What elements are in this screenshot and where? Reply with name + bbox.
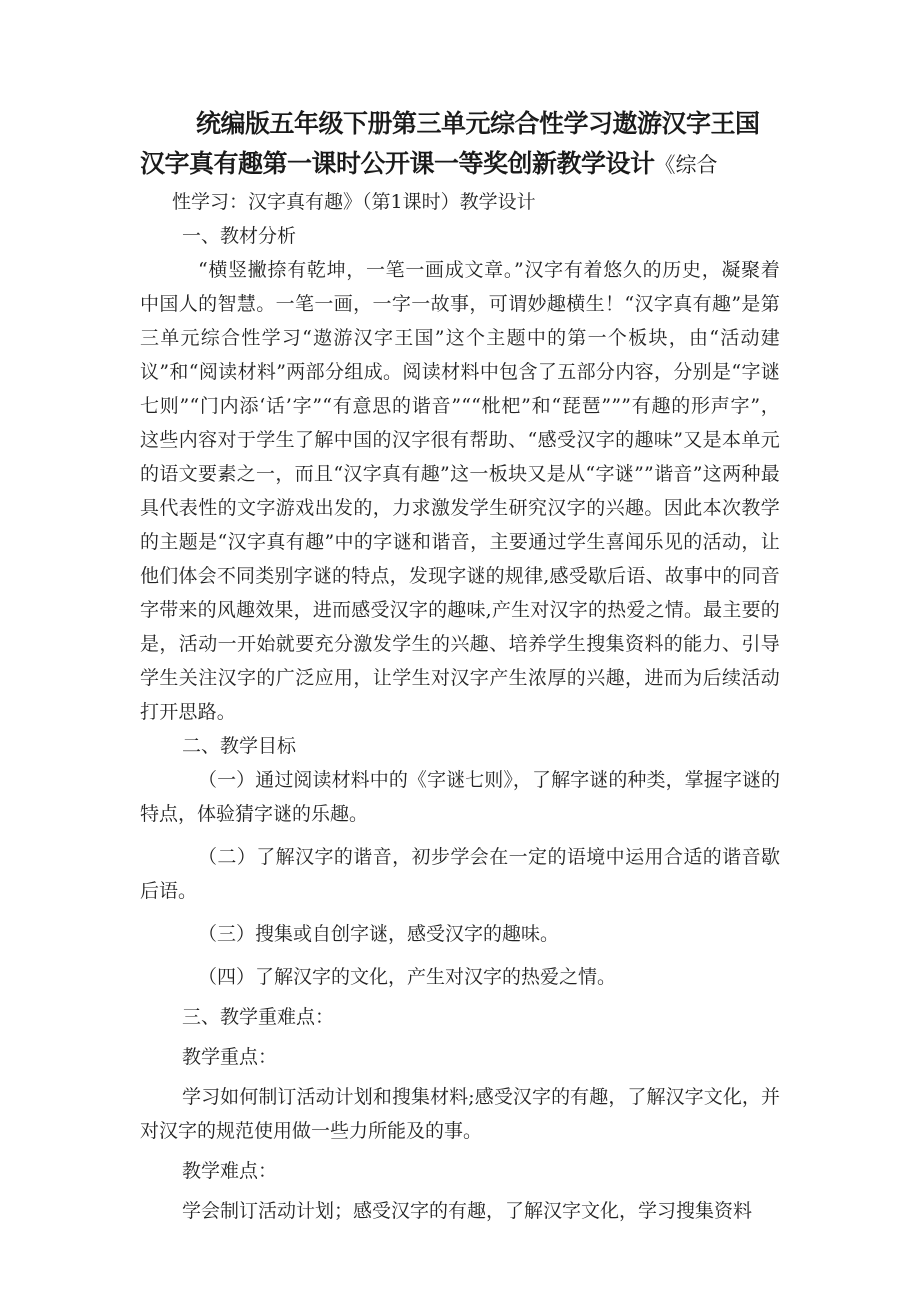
document-title bbox=[140, 104, 780, 185]
title-line-2 bbox=[140, 144, 780, 185]
difficult-points-text: 学会制订活动计划；感受汉字的有趣，了解汉字文化，学习搜集资料 bbox=[182, 1200, 753, 1222]
section-heading-textbook-analysis: 一、教材分析 bbox=[182, 225, 297, 247]
section-heading-key-difficult-points: 三、教学重难点： bbox=[182, 1006, 335, 1028]
key-points-label: 教学重点： bbox=[182, 1046, 278, 1068]
title-line-2-tail: 《综合 bbox=[654, 153, 718, 177]
teaching-goal-4: （四）了解汉字的文化，产生对汉字的热爱之情。 bbox=[198, 966, 617, 988]
difficult-points-label: 教学难点： bbox=[182, 1160, 278, 1182]
title-line-1: 统编版五年级下册第三单元综合性学习遨游汉字王国 bbox=[196, 109, 760, 138]
section-heading-teaching-goals: 二、教学目标 bbox=[182, 735, 297, 757]
teaching-goal-1: （一）通过阅读材料中的《字谜七则》，了解字谜的种类，掌握字谜的特点，体验猜字谜的乐趣。 bbox=[140, 769, 780, 825]
teaching-goal-3: （三）搜集或自创字谜，感受汉字的趣味。 bbox=[198, 923, 560, 945]
document-body bbox=[140, 185, 780, 1228]
key-points-text: 学习如何制订活动计划和搜集材料;感受汉字的有趣，了解汉字文化，并对汉字的规范使用做一些力所能及的事。 bbox=[140, 1086, 780, 1142]
title-line-2-main: 汉字真有趣第一课时公开课一等奖创新教学设计 bbox=[140, 149, 655, 178]
teaching-goal-2: （二）了解汉字的谐音，初步学会在一定的语境中运用合适的谐音歇后语。 bbox=[140, 846, 780, 902]
textbook-analysis-paragraph: “横竖撇捺有乾坤，一笔一画成文章。”汉字有着悠久的历史，凝聚着中国人的智慧。一笔一画，一字一故事，可谓妙趣横生！“汉字真有趣”是第三单元综合性学习“遨游汉字王国”这个主题中的第一个板块，由“活动建议”和“阅读材料”两部分组成。阅读材料中包含了五部分内容，分别是“字谜七则”“门内添‘话’字”“有意思的谐音”““枇杷”和“琵琶”””有趣的形声字”，这些内容对于学生了解中国的汉字很有帮助、“感受汉字的趣味”又是本单元的语文要素之一，而且“汉字真有趣”这一板块又是从“字谜””谐音”这两种最具代表性的文字游戏出发的，力求激发学生研究汉字的兴趣。因此本次教学的主题是“汉字真有趣”中的字谜和谐音，主要通过学生喜闻乐见的活动，让他们体会不同类别字谜的特点，发现字谜的规律,感受歇后语、故事中的同音字带来的风趣效果，进而感受汉字的趣味,产生对汉字的热爱之情。最主要的是，活动一开始就要充分激发学生的兴趣、培养学生搜集资料的能力、引导学生关注汉字的广泛应用，让学生对汉字产生浓厚的兴趣，进而为后续活动打开思路。 bbox=[140, 259, 780, 723]
subtitle-line: 性学习：汉字真有趣》（第1课时）教学设计 bbox=[172, 191, 536, 213]
document-page bbox=[140, 104, 780, 1228]
